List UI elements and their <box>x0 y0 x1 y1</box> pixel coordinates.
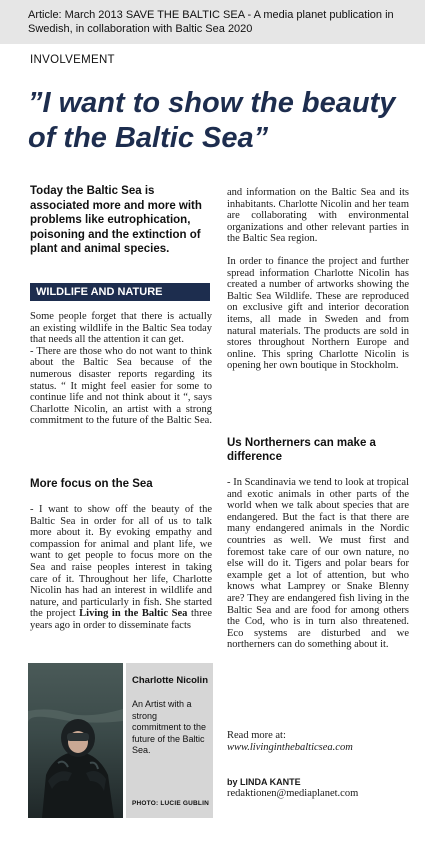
read-more <box>227 730 409 754</box>
col2-paragraph-3: - In Scandinavia we tend to look at tropical and exotic animals in other parts of the world when we talk about species that are endangered. But the fact is that there are many endangered animals in the Nordic countries as well. We must first and foremost take care of our own nature, no else will do it. Tigers and polar bears for example get a lot of attention, but who knows what Lamprey or Snake Blenny are? They are endangered fish living in the Baltic Sea and are food for among others the Cod, who is in turn also threatened. Eco systems are disturbed and we northerners can do something about it. <box>227 477 409 651</box>
col1-p3-text-b: three years ago in order to disseminate facts <box>30 608 212 631</box>
col2-paragraph-1: and information on the Baltic Sea and its inhabitants. Charlotte Nicolin and her team are collaborating with environmental organizations and other relevant parties in the Baltic Sea region. <box>227 187 409 245</box>
col2-paragraph-2: In order to finance the project and further spread information Charlotte Nicolin has created a number of artworks showing the Baltic Sea Wildlife. These are reproduced on exclusive gift and interior decoration items, all made in Sweden and from natural materials. The products are sold in stores throughout Northern Europe and online. This spring Charlotte Nicolin is opening her own boutique in Stockholm. <box>227 255 409 372</box>
read-more-url[interactable]: www.livinginthebalticsea.com <box>227 742 353 753</box>
project-name: Living in the Baltic Sea <box>79 608 188 620</box>
col2-heading: Us Northerners can make a difference <box>227 437 376 463</box>
col2-block2 <box>227 477 409 651</box>
col1-block1 <box>30 311 212 427</box>
read-more-label: Read more at: <box>227 730 286 741</box>
col1-block2 <box>30 504 212 632</box>
photo-caption-box <box>126 663 213 818</box>
caption-name: Charlotte Nicolin <box>132 675 209 686</box>
byline-author: by LINDA KANTE <box>227 777 301 787</box>
col1-paragraph-1: Some people forget that there is actually an existing wildlife in the Baltic Sea today that needs all the attention it can get. <box>30 311 212 346</box>
col1-heading: More focus on the Sea <box>30 478 153 490</box>
photo-credit: PHOTO: LUCIE GUBLIN <box>132 800 209 807</box>
byline-email[interactable]: redaktionen@mediaplanet.com <box>227 788 359 799</box>
lead-paragraph: Today the Baltic Sea is associated more and more with problems like eutrophication, poisoning and the extinction of plant and animal species. <box>30 185 202 255</box>
headline: ”I want to show the beauty of the Baltic Sea” <box>28 87 396 154</box>
col1-paragraph-2: - There are those who do not want to think about the Baltic Sea because of the numerous disaster reports regarding its status. “ It might feel easier for some to continue life and not think about it “, says Charlotte Nicolin, an artist with a strong commitment to the future of the Baltic Sea. <box>30 345 212 427</box>
col1-paragraph-3 <box>30 504 212 632</box>
col1-p3-text-a: - I want to show off the beauty of the Baltic Sea in order for all of us to talk more about it. By evoking empathy and compassion for animal and plant life, we want to get people to focus more on the Sea and raise peoples interest in taking care of it. Throughout her life, Charlotte Nicolin has had an interest in wildlife and nature, and particularly in fish. She started the project <box>30 504 212 620</box>
diver-photo <box>28 663 123 818</box>
article-header-text: Article: March 2013 SAVE THE BALTIC SEA - A media planet publication in Swedish, in collaboration with Baltic Sea 2020 <box>28 9 394 35</box>
byline <box>227 776 409 800</box>
caption-text: An Artist with a strong commitment to the future of the Baltic Sea. <box>132 699 207 755</box>
col2-block1 <box>227 187 409 372</box>
subheading-bar: WILDLIFE AND NATURE <box>30 283 210 301</box>
article-header-band <box>0 0 425 44</box>
diver-photo-image <box>28 663 123 818</box>
section-tag: INVOLVEMENT <box>30 54 115 66</box>
